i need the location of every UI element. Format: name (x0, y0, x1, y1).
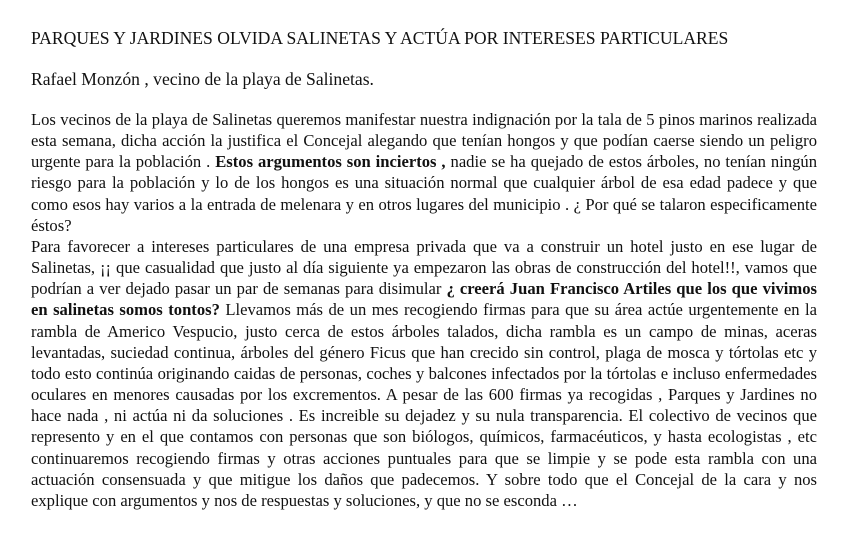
paragraph-2-bold: ¿ creerá Juan Francisco Artiles que los que vivimos en salinetas somos tontos? (31, 279, 817, 320)
paragraph-2-text-a: Para favorecer a intereses particulares de una empresa privada que va a construir un hotel justo en ese lugar de Salinetas, ¡¡ que casualidad que justo al día siguiente ya empezaron las obras de construcción del hotel!!, vamos que podrían a ver dejado pasar un par de semanas para disimular (31, 236, 817, 299)
paragraph-1 (31, 109, 817, 236)
paragraph-2 (31, 236, 817, 511)
paragraph-2-text-b: Llevamos más de un mes recogiendo firmas para que su área actúe urgentemente en la rambla de Americo Vespucio, justo cerca de estos árboles talados, dicha rambla es un campo de minas, aceras levantadas, suciedad continua, árboles del género Ficus que han crecido sin control, plaga de mosca y tórtolas etc y todo esto continúa originando caidas de personas, coches y balcones infectados por la tórtolas e incluso enfermedades oculares en menores causadas por los excrementos. A pesar de las 600 firmas ya recogidas , Parques y Jardines no hace nada , ni actúa ni da soluciones . Es increible su dejadez y su nula transparencia. El colectivo de vecinos que represento y en el que contamos con personas que son biólogos, químicos, farmacéuticos, y hasta ecologistas , etc continuaremos recogiendo firmas y otras acciones puntuales para que se limpie y se pode esta rambla con una actuación consensuada y que mitigue los daños que padecemos. Y sobre todo que el Concejal de la cara y nos explique con argumentos y nos de respuestas y soluciones, y que no se esconda … (31, 300, 817, 510)
article-body (31, 109, 817, 511)
author-line: Rafael Monzón , vecino de la playa de Salinetas. (31, 69, 374, 89)
paragraph-1-bold: Estos argumentos son inciertos , (215, 152, 446, 172)
paragraph-1-text-b: nadie se ha quejado de estos árboles, no tenían ningún riesgo para la población y lo de los hongos es una situación normal que cualquier árbol de esa edad padece y que como esos hay varios a la entrada de melenara y en otros lugares del municipio . ¿ Por qué se talaron especificamente éstos? (31, 152, 817, 235)
paragraph-1-text-a: Los vecinos de la playa de Salinetas queremos manifestar nuestra indignación por la tala de 5 pinos marinos realizada esta semana, dicha acción la justifica el Concejal alegando que tenían hongos y que podían caerse siendo un peligro urgente para la población . (31, 110, 817, 172)
article-title: PARQUES Y JARDINES OLVIDA SALINETAS Y ACTÚA POR INTERESES PARTICULARES (31, 28, 729, 48)
